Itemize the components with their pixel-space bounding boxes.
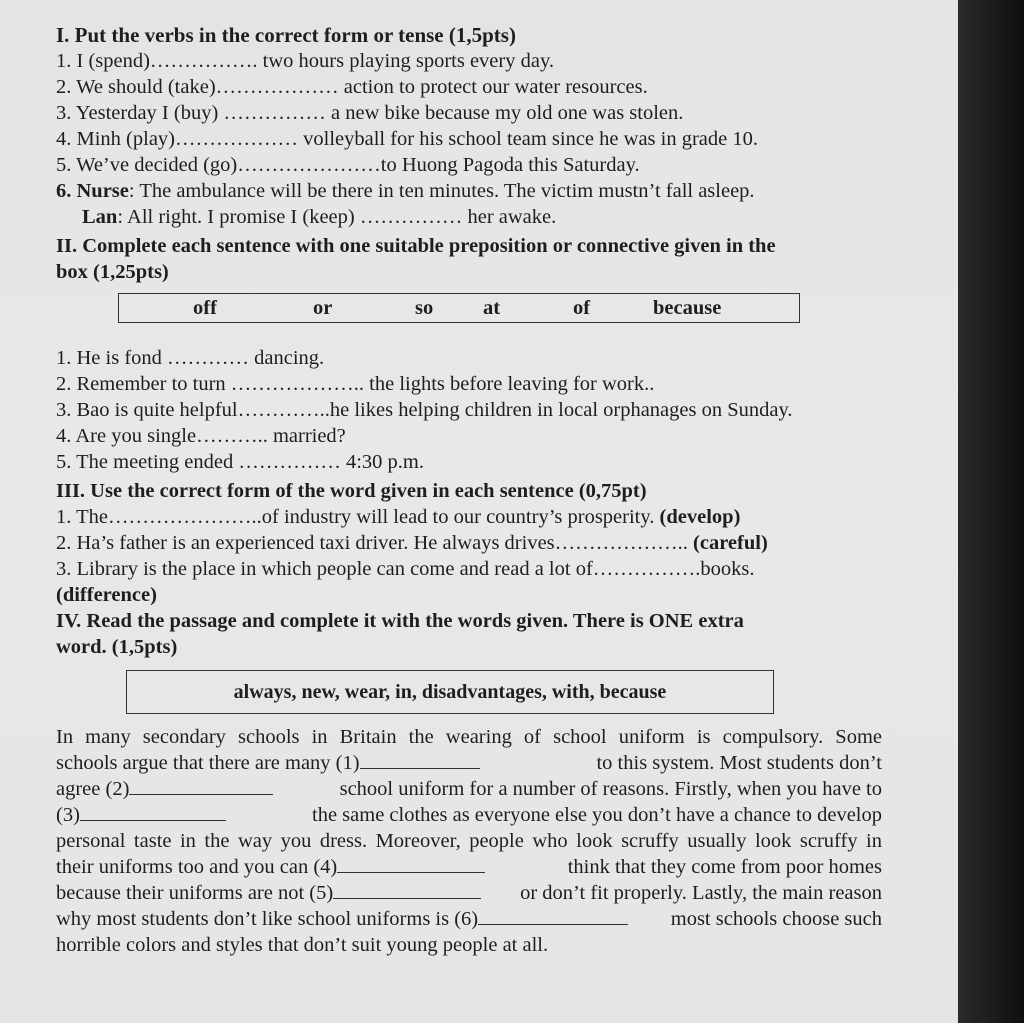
section1-item: 4. Minh (play)……………… volleyball for his school team since he was in grade 10. bbox=[56, 128, 758, 150]
section2-heading-cont: box (1,25pts) bbox=[56, 261, 169, 283]
passage-line bbox=[56, 802, 882, 828]
passage-text: or don’t fit properly. Lastly, the main reason bbox=[520, 882, 882, 904]
section1-item: 1. I (spend)……………. two hours playing sports every day. bbox=[56, 50, 554, 72]
section3-item-word: (develop) bbox=[659, 506, 741, 528]
passage-text: (3) bbox=[56, 804, 80, 826]
answer-blank-5[interactable] bbox=[333, 880, 481, 899]
passage-text: school uniform for a number of reasons. Firstly, when you have to bbox=[339, 778, 882, 800]
lan-label: Lan bbox=[82, 206, 118, 228]
page-edge-shadow bbox=[958, 0, 1024, 1023]
section1-item: 3. Yesterday I (buy) …………… a new bike because my old one was stolen. bbox=[56, 102, 684, 124]
section2-item: 4. Are you single……….. married? bbox=[56, 425, 346, 447]
passage-text: the same clothes as everyone else you don’t have a chance to develop bbox=[312, 804, 882, 826]
answer-blank-4[interactable] bbox=[337, 854, 485, 873]
section1-item: 2. We should (take)……………… action to protect our water resources. bbox=[56, 76, 648, 98]
answer-blank-6[interactable] bbox=[478, 906, 628, 925]
word-box bbox=[118, 293, 800, 323]
section3-item-text: 1. The…………………..of industry will lead to our country’s prosperity. bbox=[56, 506, 655, 528]
nurse-text: : The ambulance will be there in ten minutes. The victim mustn’t fall asleep. bbox=[128, 180, 755, 202]
section2-item: 2. Remember to turn ……………….. the lights before leaving for work.. bbox=[56, 373, 655, 395]
passage-line: personal taste in the way you dress. Moreover, people who look scruffy usually look scruffy in bbox=[56, 830, 882, 852]
lan-text: : All right. I promise I (keep) …………… her awake. bbox=[117, 206, 557, 228]
box-word: or bbox=[313, 297, 333, 319]
passage bbox=[56, 724, 882, 958]
passage-text: their uniforms too and you can (4) bbox=[56, 856, 338, 878]
section2-item: 5. The meeting ended …………… 4:30 p.m. bbox=[56, 451, 424, 473]
passage-line: horrible colors and styles that don’t suit young people at all. bbox=[56, 934, 549, 956]
passage-line bbox=[56, 906, 882, 932]
section3-item-text: 2. Ha’s father is an experienced taxi driver. He always drives……………….. bbox=[56, 532, 694, 554]
section1-item-6 bbox=[56, 178, 896, 204]
passage-text: because their uniforms are not (5) bbox=[56, 882, 334, 904]
passage-text: to this system. Most students don’t bbox=[596, 752, 882, 774]
section3-item bbox=[56, 530, 896, 556]
passage-line bbox=[56, 776, 882, 802]
passage-line: In many secondary schools in Britain the wearing of school uniform is compulsory. Some bbox=[56, 726, 882, 748]
section1-item-6-reply bbox=[56, 204, 896, 230]
passage-text: think that they come from poor homes bbox=[567, 856, 882, 878]
section3-item-word: (careful) bbox=[693, 532, 768, 554]
section3-item: 3. Library is the place in which people can come and read a lot of…………….books. bbox=[56, 558, 755, 580]
box-word: because bbox=[653, 297, 722, 319]
section2-item: 1. He is fond ………… dancing. bbox=[56, 347, 325, 369]
passage-text: schools argue that there are many (1) bbox=[56, 752, 360, 774]
answer-blank-2[interactable] bbox=[129, 776, 273, 795]
section3-item bbox=[56, 504, 896, 530]
section4-heading-cont: word. (1,5pts) bbox=[56, 636, 178, 658]
nurse-label: 6. Nurse bbox=[56, 180, 129, 202]
section2-item: 3. Bao is quite helpful…………..he likes helping children in local orphanages on Sunday. bbox=[56, 399, 793, 421]
passage-text: why most students don’t like school uniforms is (6) bbox=[56, 908, 479, 930]
passage-text: most schools choose such bbox=[670, 908, 882, 930]
worksheet-content bbox=[56, 22, 896, 958]
box-word: of bbox=[573, 297, 591, 319]
passage-line bbox=[56, 750, 882, 776]
box-word: at bbox=[483, 297, 501, 319]
word-box-passage: always, new, wear, in, disadvantages, with, because bbox=[126, 670, 774, 714]
section3-item-word: (difference) bbox=[56, 584, 157, 606]
passage-line bbox=[56, 880, 882, 906]
box-word: so bbox=[415, 297, 434, 319]
section1-item: 5. We’ve decided (go)…………………to Huong Pagoda this Saturday. bbox=[56, 154, 640, 176]
passage-line bbox=[56, 854, 882, 880]
section4-heading: IV. Read the passage and complete it with the words given. There is ONE extra bbox=[56, 610, 744, 632]
answer-blank-3[interactable] bbox=[80, 802, 226, 821]
section3-heading: III. Use the correct form of the word given in each sentence (0,75pt) bbox=[56, 480, 647, 502]
box-word: off bbox=[193, 297, 217, 319]
section1-heading: I. Put the verbs in the correct form or tense (1,5pts) bbox=[56, 23, 516, 47]
answer-blank-1[interactable] bbox=[360, 750, 480, 769]
section2-heading: II. Complete each sentence with one suitable preposition or connective given in the bbox=[56, 235, 776, 257]
passage-text: agree (2) bbox=[56, 778, 130, 800]
